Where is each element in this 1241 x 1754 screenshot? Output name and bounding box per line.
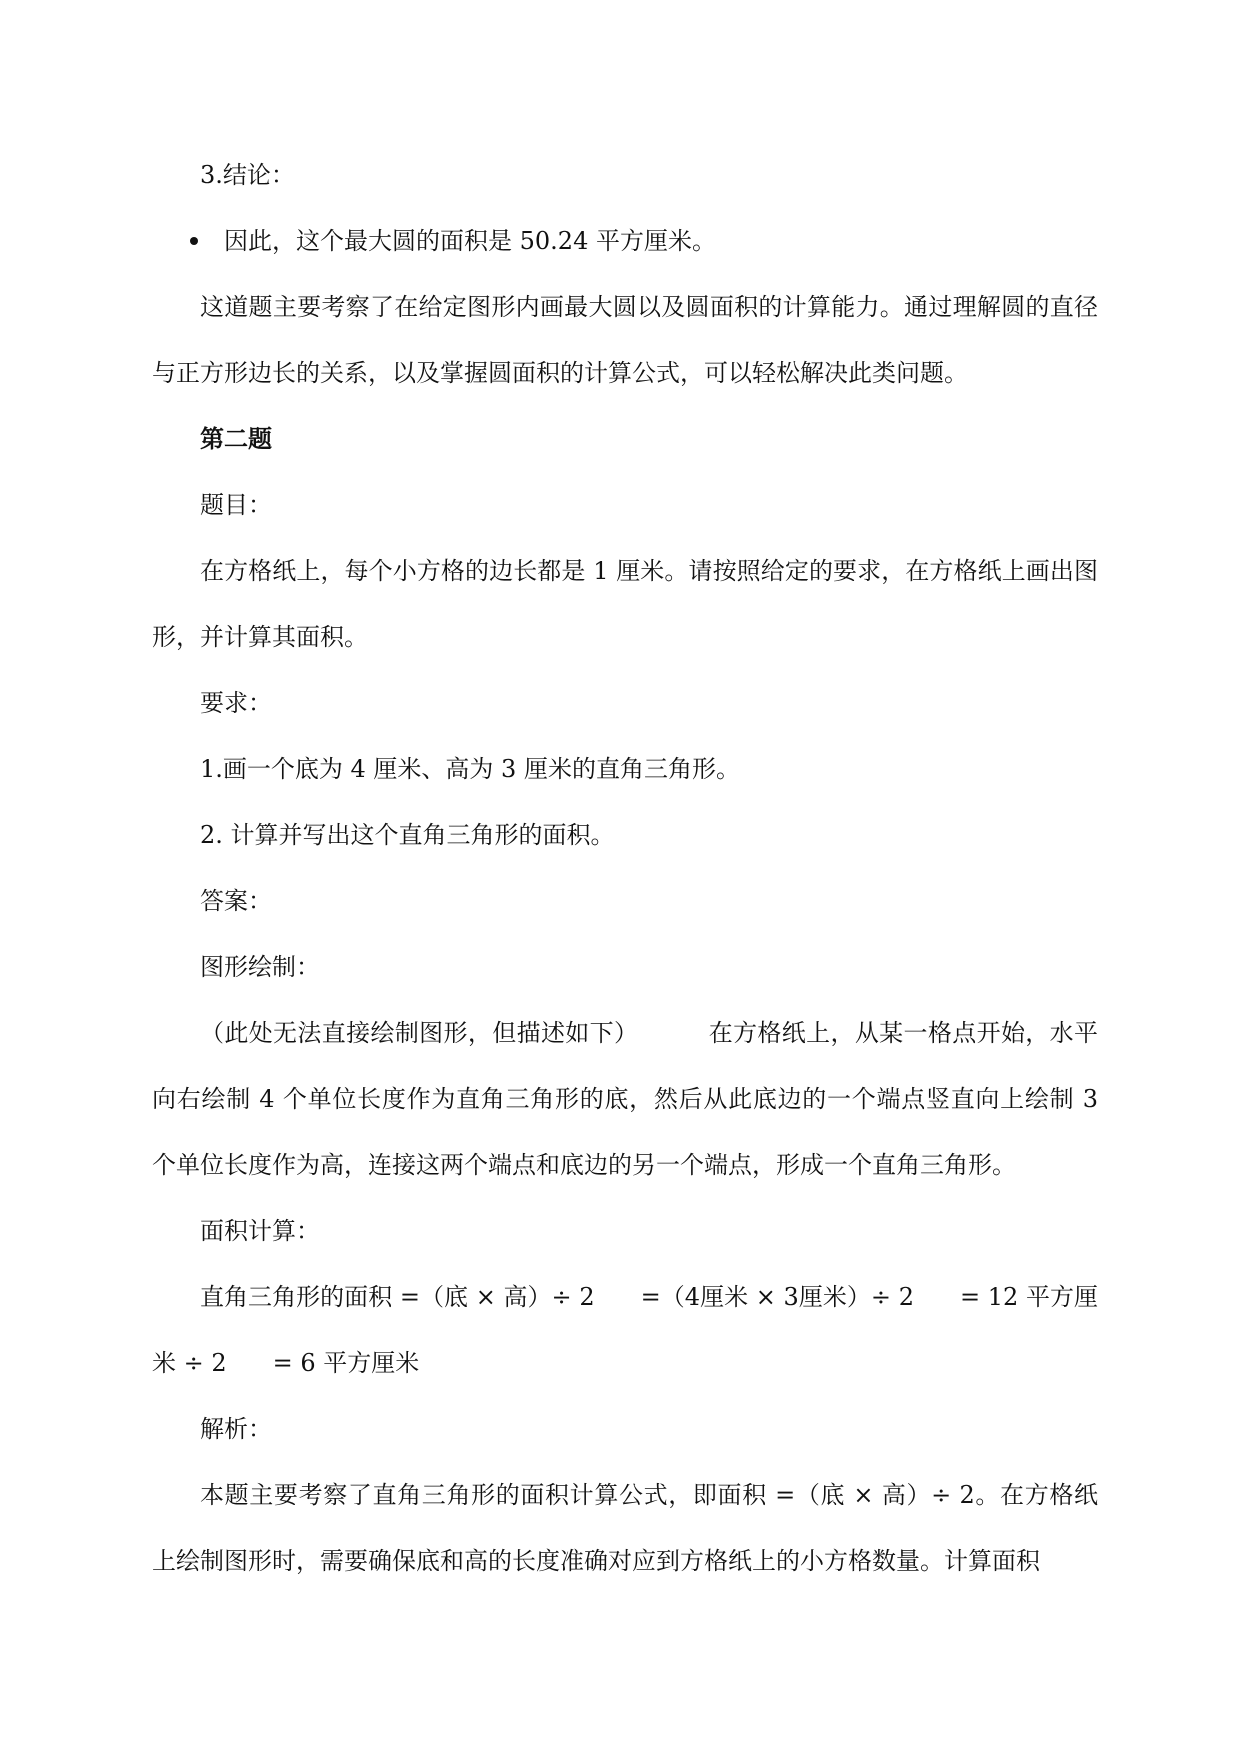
bullet-item [152, 208, 1098, 274]
calculation-paragraph [152, 1264, 1098, 1396]
bullet-text: 因此，这个最大圆的面积是 50.24 平方厘米。 [224, 227, 716, 255]
drawing-description: 在方格纸上，从某一格点开始，水平向右绘制 4 个单位长度作为直角三角形的底，然后从此底边的一个端点竖直向上绘制 3 个单位长度作为高，连接这两个端点和底边的另一个端点，形成一个直角三角形。 [152, 1019, 1099, 1179]
conclusion-label: 3.结论： [200, 161, 295, 189]
drawing-label: 图形绘制： [200, 953, 320, 981]
answer-label: 答案： [200, 887, 272, 915]
bullet-icon [190, 237, 198, 245]
calc-step-4: = 6 平方厘米 [272, 1349, 420, 1377]
analysis-paragraph: 本题主要考察了直角三角形的面积计算公式，即面积 =（底 × 高）÷ 2。在方格纸上绘制图形时，需要确保底和高的长度准确对应到方格纸上的小方格数量。计算面积 [152, 1481, 1098, 1575]
summary-paragraph: 这道题主要考察了在给定图形内画最大圆以及圆面积的计算能力。通过理解圆的直径与正方形边长的关系，以及掌握圆面积的计算公式，可以轻松解决此类问题。 [152, 293, 1098, 387]
drawing-paragraph [152, 1000, 1098, 1198]
calc-step-1: 直角三角形的面积 =（底 × 高）÷ 2 [200, 1283, 595, 1311]
drawing-note: （此处无法直接绘制图形，但描述如下） [200, 1019, 639, 1047]
requirement-item-2: 2. 计算并写出这个直角三角形的面积。 [200, 821, 615, 849]
requirement-label: 要求： [200, 689, 272, 717]
document-body [152, 142, 1098, 1594]
calc-step-3: = 12 平方厘米 ÷ 2 [152, 1283, 1099, 1377]
requirement-item-1: 1.画一个底为 4 厘米、高为 3 厘米的直角三角形。 [200, 755, 740, 783]
title-label: 题目： [200, 491, 272, 519]
section-heading: 第二题 [200, 424, 272, 453]
problem-paragraph: 在方格纸上，每个小方格的边长都是 1 厘米。请按照给定的要求，在方格纸上画出图形，并计算其面积。 [152, 557, 1098, 651]
calc-step-2: =（4厘米 × 3厘米）÷ 2 [640, 1283, 914, 1311]
analysis-label: 解析： [200, 1415, 272, 1443]
area-label: 面积计算： [200, 1217, 320, 1245]
